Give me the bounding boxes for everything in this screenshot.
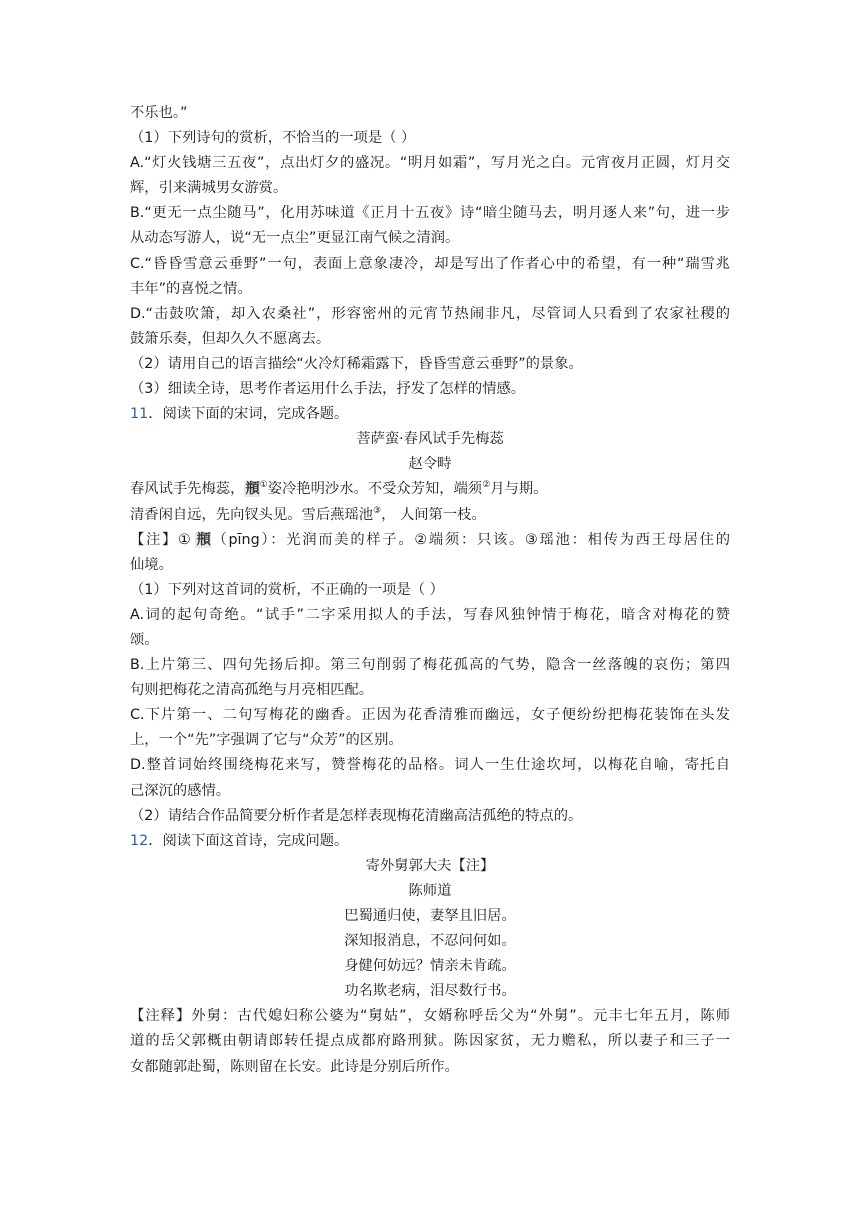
ping-glyph: 頩: [245, 481, 259, 498]
q11-number: 11: [130, 406, 149, 423]
q11-option-d: D.整首词始终围绕梅花来写，赞誉梅花的品格。词人一生仕途坎坷，以梅花自喻，寄托自: [130, 757, 730, 774]
option-c: C.“昏昏雪意云垂野”一句，表面上意象凄冷，却是写出了作者心中的希望，有一种“瑞雪兆: [130, 255, 730, 272]
q11-intro: ．阅读下面的宋词，完成各题。: [148, 406, 349, 423]
question-stem: （1）下列诗句的赏析，不恰当的一项是（ ）: [130, 130, 416, 147]
text-line: 不乐也。”: [130, 105, 188, 121]
option-b-cont: 从动态写游人，说“无一点尘”更显江南气候之清润。: [130, 230, 460, 247]
annotation-mark-2: ②: [482, 480, 491, 491]
q11-option-c-cont: 上，一个“先”字强调了它与“众芳”的区别。: [130, 732, 403, 749]
q11-heading: [130, 402, 730, 427]
q12-note-line-3: 女都随郭赴蜀，陈则留在长安。此诗是分别后所作。: [130, 1058, 459, 1075]
q11-question-2: （2）请结合作品简要分析作者是怎样表现梅花清幽高洁孤绝的特点的。: [130, 807, 583, 824]
q12-poem-line-4: 功名欺老病，泪尽数行书。: [344, 983, 516, 1000]
q11-option-c: C.下片第一、二句写梅花的幽香。正因为花香清雅而幽远，女子便纷纷把梅花装饰在头发: [130, 707, 730, 724]
q12-intro: ．阅读下面这首诗，完成问题。: [148, 832, 349, 849]
q12-poem-line-1: 巴蜀通归使，妻孥且旧居。: [344, 908, 516, 924]
q11-poem-author: 赵令畤: [408, 456, 452, 473]
q11-note: 【注】① 頩（pīng）：光润而美的样子。②端须：只该。③瑶池：相传为西王母居住的: [130, 531, 730, 548]
q11-question-1: （1）下列对这首词的赏析，不正确的一项是（ ）: [130, 581, 444, 598]
q11-option-a-cont: 颂。: [130, 631, 159, 648]
option-c-cont: 丰年”的喜悦之情。: [130, 280, 252, 297]
q11-option-b: B.上片第三、四句先扬后抑。第三句削弱了梅花孤高的气势，隐含一丝落魄的哀伤；第四: [130, 657, 730, 674]
ping-glyph-note: 頩: [196, 531, 210, 548]
question-3: （3）细读全诗，思考作者运用什么手法，抒发了怎样的情感。: [130, 381, 526, 398]
annotation-mark-3: ③: [373, 505, 382, 516]
annotation-mark-1: ①: [259, 480, 268, 491]
option-a: A.“灯火钱塘三五夜”，点出灯夕的盛况。“明月如霜”，写月光之白。元宵夜月正圆，灯月交: [130, 155, 730, 172]
q12-number: 12: [130, 832, 149, 849]
q11-note-cont: 仙境。: [130, 556, 173, 573]
q12-poem-line-3: 身健何妨远？情亲未肯疏。: [344, 958, 516, 975]
q12-note-line-1: 【注释】外舅：古代媳妇称公婆为“舅姑”，女婿称呼岳父为“外舅”。元丰七年五月，陈师: [130, 1008, 730, 1025]
option-b: B.“更无一点尘随马”，化用苏味道《正月十五夜》诗“暗尘随马去，明月逐人来”句，进一步: [130, 205, 730, 222]
option-a-cont: 辉，引来满城男女游赏。: [130, 180, 288, 197]
q11-poem-line-2: 清香闲自远，先向钗头见。雪后燕瑶池③， 人间第一枝。: [130, 505, 486, 523]
q11-option-d-cont: 己深沉的感情。: [130, 782, 231, 799]
q12-poem-title: 寄外舅郭大夫【注】: [365, 857, 495, 874]
q12-poem-line-2: 深知报消息，不忍问何如。: [344, 933, 516, 950]
option-d: D.“击鼓吹箫，却入农桑社”，形容密州的元宵节热闹非凡，尽管词人只看到了农家社稷的: [130, 305, 730, 322]
q11-poem-title: 菩萨蛮·春风试手先梅蕊: [356, 431, 504, 448]
question-2: （2）请用自己的语言描绘“火冷灯稀霜露下，昏昏雪意云垂野”的景象。: [130, 355, 583, 372]
q12-heading: [130, 829, 730, 854]
q11-poem-line-1: 春风试手先梅蕊，頩①姿冷艳明沙水。不受众芳知，端须②月与期。: [130, 480, 548, 498]
option-d-cont: 鼓箫乐奏，但却久久不愿离去。: [130, 330, 331, 347]
q11-option-a: A.词的起句奇绝。“试手”二字采用拟人的手法，写春风独钟情于梅花，暗含对梅花的赞: [130, 606, 730, 623]
q12-poem-author: 陈师道: [408, 882, 452, 899]
q11-option-b-cont: 句则把梅花之清高孤绝与月亮相匹配。: [130, 682, 374, 699]
q12-note-line-2: 道的岳父郭概由朝请郎转任提点成都府路刑狱。陈因家贫，无力赡私，所以妻子和三子一: [130, 1033, 730, 1050]
